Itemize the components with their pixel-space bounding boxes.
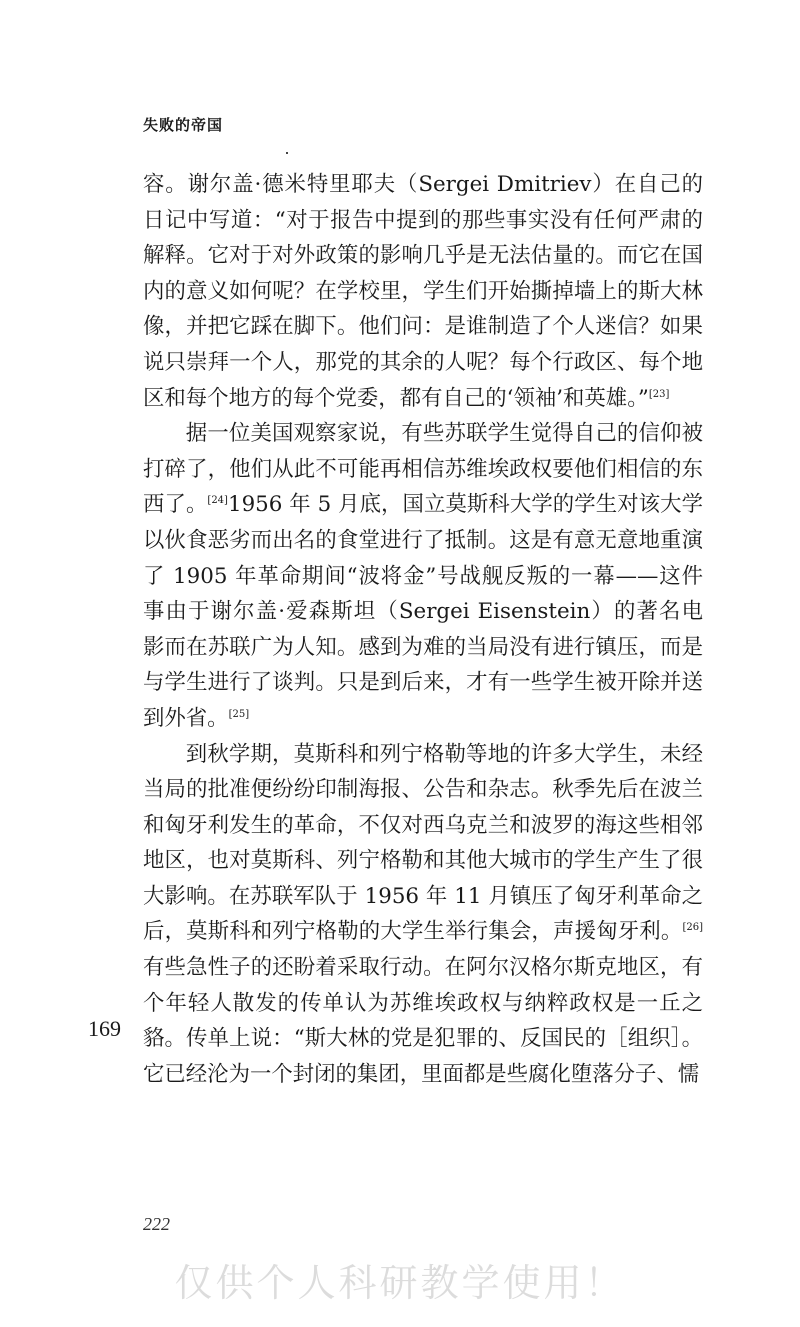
margin-page-number: 169 xyxy=(88,1016,121,1041)
text-run: 到秋学期，莫斯科和列宁格勒等地的许多大学生，未经当局的批准便纷纷印制海报、公告和杂志。秋季先后在波兰和匈牙利发生的革命，不仅对西乌克兰和波罗的海这些相邻地区，也对莫斯科、列宁格勒和其他大城市的学生产生了很大影响。在苏联军队于 1956 年 11 月镇压了匈牙利革命之后，莫斯科和列宁格勒的大学生举行集会，声援匈牙利。 xyxy=(143,741,703,945)
page-number: 222 xyxy=(143,1214,170,1234)
text-run: 据一位美国观察家说，有些苏联学生觉得自己的信仰被打碎了，他们从此不可能再相信苏维埃政权要他们相信的东西了。 xyxy=(143,421,703,518)
paragraph-1 xyxy=(143,167,703,416)
paragraph-2 xyxy=(143,416,703,736)
paragraph-3 xyxy=(143,737,703,1093)
footnote-marker: [26] xyxy=(682,922,703,934)
running-header: 失败的帝国 xyxy=(143,116,224,134)
text-run: 容。谢尔盖·德米特里耶夫（Sergei Dmitriev）在自己的日记中写道：“对于报告中提到的那些事实没有任何严肃的解释。它对于对外政策的影响几乎是无法估量的。而它在国内的意义如何呢？在学校里，学生们开始撕掉墙上的斯大林像，并把它踩在脚下。他们问：是谁制造了个人迷信？如果说只崇拜一个人，那党的其余的人呢？每个行政区、每个地区和每个地方的每个党委，都有自己的‘领袖’和英雄。” xyxy=(143,172,703,411)
body-text xyxy=(143,167,703,1092)
footnote-marker: [23] xyxy=(648,388,670,400)
watermark: 仅供个人科研教学使用！ xyxy=(174,1261,626,1305)
text-run: 1956 年 5 月底，国立莫斯科大学的学生对该大学以伙食恶劣而出名的食堂进行了抵制。这是有意无意地重演了 1905 年革命期间“波将金”号战舰反叛的一幕——这件事由于谢尔盖·爱森斯坦（Sergei Eisenstein）的著名电影而在苏联广为人知。感到为难的当局没有进行镇压，而是与学生进行了谈判。只是到后来，才有一些学生被开除并送到外省。 xyxy=(143,492,703,731)
footnote-marker: [24] xyxy=(207,495,228,507)
footnote-marker: [25] xyxy=(228,708,250,720)
text-run: 有些急性子的还盼着采取行动。在阿尔汉格尔斯克地区，有个年轻人散发的传单认为苏维埃政权与纳粹政权是一丘之貉。传单上说：“斯大林的党是犯罪的、反国民的［组织］。它已经沦为一个封闭的集团，里面都是些腐化堕落分子、懦 xyxy=(143,955,703,1087)
scan-speck xyxy=(286,152,288,154)
